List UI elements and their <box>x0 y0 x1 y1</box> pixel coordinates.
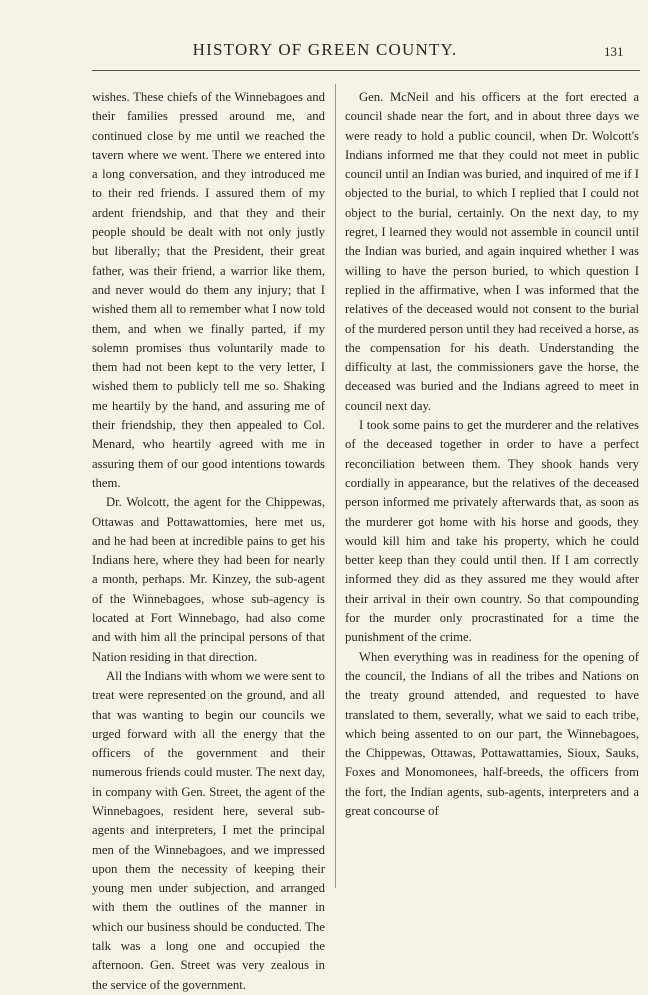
paragraph: wishes. These chiefs of the Winnebagoes and their families pressed around me, and continued close by me until we reached the tavern where we went. There we entered into a long conversation, and they introduced me to their red friends. I assured them of my ardent friendship, and that they and their people should be dealt with not only justly but liberally; that the President, their great father, was their friend, a warrior like them, and never would do them any injury; that I wished them all to remember what I now told them, and when we finally parted, if my solemn promises thus voluntarily made to them had not been kept to the very letter, I wished them to publicly tell me so. Shaking me heartily by the hand, and assuring me of their friendship, they then appealed to Col. Menard, who heartily agreed with me in assuring them of our good intentions towards them. <box>92 90 325 490</box>
page-number: 131 <box>604 44 624 59</box>
left-column <box>92 88 325 995</box>
header-rule <box>92 70 640 71</box>
column-divider <box>335 84 336 888</box>
right-column <box>345 88 639 821</box>
running-title: HISTORY OF GREEN COUNTY. <box>192 40 458 59</box>
paragraph: I took some pains to get the murderer and the relatives of the deceased together in order to have a perfect reconciliation between them. They shook hands very cordially in appearance, but the relatives of the deceased person informed me privately afterwards that, as soon as the murderer got home with his horse and goods, they would kill him and take his property, which he could better keep than they could until then. If I am correctly informed they did as they assured me they would after their arrival in their own country. So that compounding for the murder only procrastinated for a time the punishment of the crime. <box>345 418 639 645</box>
paragraph: When everything was in readiness for the opening of the council, the Indians of all the tribes and Nations on the treaty ground attended, and requested to have translated to them, severally, what we said to each tribe, which being assented to on our part, the Winnebagoes, the Chippewas, Ottawas, Pottawattamies, Sioux, Sauks, Foxes and Monomonees, half-breeds, the officers from the fort, the Indian agents, sub-agents, interpreters and a great concourse of <box>345 649 639 818</box>
page-header <box>0 40 648 70</box>
paragraph: All the Indians with whom we were sent to treat were represented on the ground, and all that was wanting to begin our councils we urged forward with all the energy that the officers of the government and their numerous friends could muster. The next day, in company with Gen. Street, the agent of the Winnebagoes, resident here, several sub-agents and interpreters, I met the principal men of the Winnebagoes, and we impressed upon them the necessity of keeping their young men under subjection, and arranged with them the outlines of the manner in which our business should be conducted. The talk was a long one and occupied the afternoon. Gen. Street was very zealous in the service of the government. <box>92 668 325 992</box>
paragraph: Dr. Wolcott, the agent for the Chippewas, Ottawas and Pottawattomies, here met us, and he had been at incredible pains to get his Indians here, where they had been for nearly a month, perhaps. Mr. Kinzey, the sub-agent of the Winnebagoes, whose sub-agency is located at Fort Winnebago, had also come and with him all the principal persons of that Nation residing in that direction. <box>92 495 325 664</box>
paragraph: Gen. McNeil and his officers at the fort erected a council shade near the fort, and in about three days we were ready to hold a public council, when Dr. Wolcott's Indians informed me that they could not meet in public council until an Indian was buried, and inquired of me if I objected to the burial, to which I replied that I could not object to the burial, certainly. On the next day, to my regret, I learned they would not assemble in council until the Indian was buried, and again inquired whether I was willing to have the person buried, to which question I replied in the affirmative, when I was informed that the relatives of the deceased would not consent to the burial of the murdered person until they had received a horse, as the compensation for his death. Understanding the difficulty at last, the commissioners gave the horse, the deceased was buried and the Indians agreed to meet in council next day. <box>345 90 639 413</box>
